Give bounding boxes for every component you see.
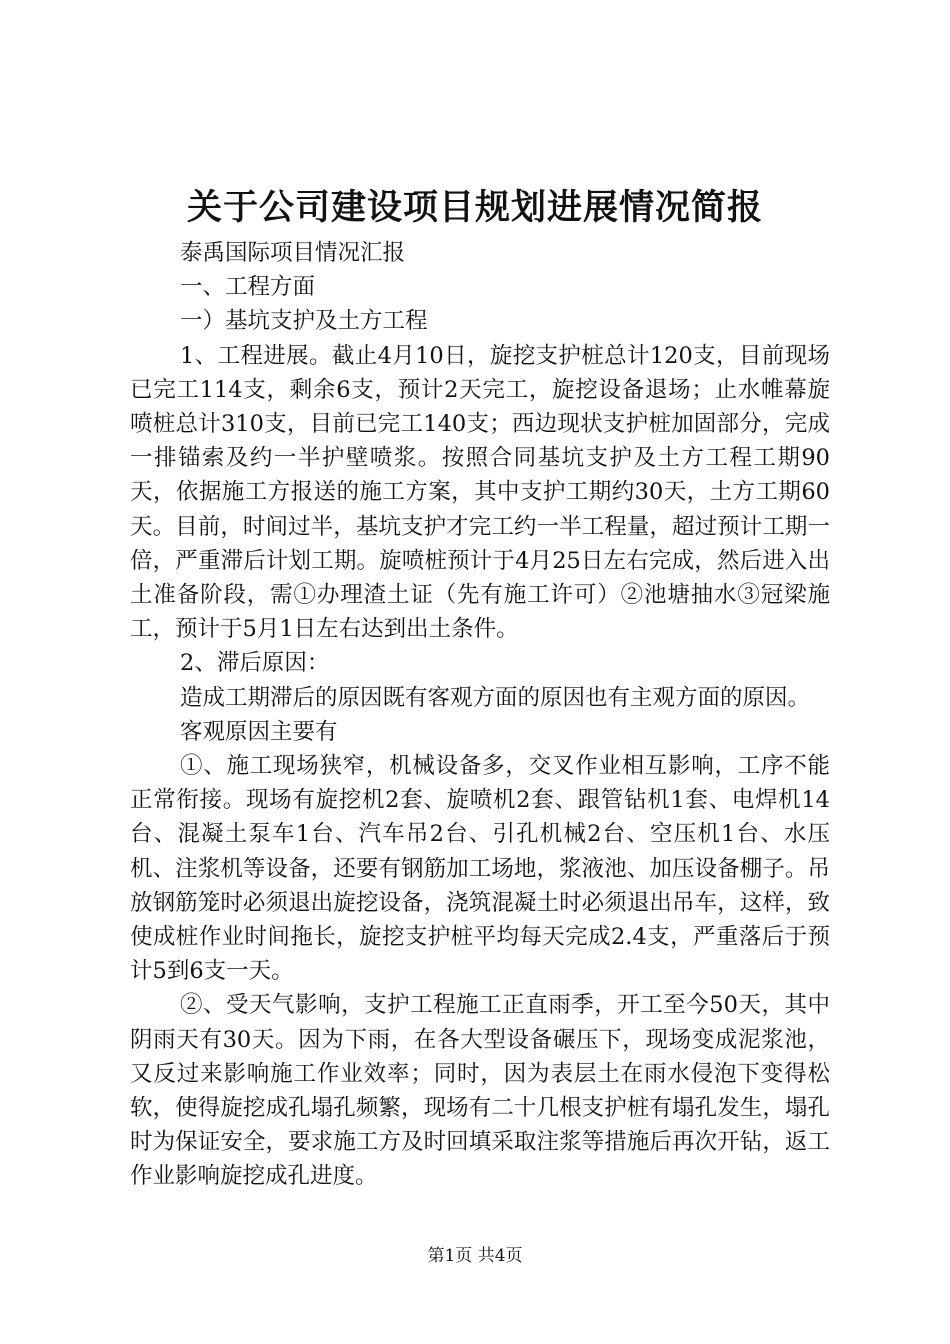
page-footer: 第1页 共4页 — [427, 1246, 523, 1266]
document-title: 关于公司建设项目规划进展情况简报 — [186, 187, 763, 228]
reason-one-paragraph: ①、施工现场狭窄，机械设备多，交叉作业相互影响，工序不能正常衔接。现场有旋挖机2套、旋喷机2套、跟管钻机1套、电焊机14台、混凝土泵车1台、汽车吊2台、引孔机械2台、空压机1台、水压机、注浆机等设备，还要有钢筋加工场地，浆液池、加压设备棚子。吊放钢筋笼时必须退出旋挖设备，浇筑混凝土时必须退出吊车，这样，致使成桩作业时间拖长，旋挖支护桩平均每天完成2.4支，严重落后于预计5到6支一天。 — [130, 753, 830, 985]
subsection-heading: 一）基坑支护及土方工程 — [180, 308, 428, 335]
reason-two-paragraph: ②、受天气影响，支护工程施工正直雨季，开工至今50天，其中阴雨天有30天。因为下雨，在各大型设备碾压下，现场变成泥浆池，又反过来影响施工作业效率；同时，因为表层土在雨水侵泡下变得松软，使得旋挖成孔塌孔频繁，现场有二十几根支护桩有塌孔发生，塌孔时为保证安全，要求施工方及时回填采取注浆等措施后再次开钻，返工作业影响旋挖成孔进度。 — [130, 992, 830, 1190]
delay-reasons-heading: 2、滞后原因： — [180, 650, 330, 677]
delay-reasons-paragraph: 造成工期滞后的原因既有客观方面的原因也有主观方面的原因。 — [180, 684, 811, 711]
objective-reasons-heading: 客观原因主要有 — [180, 718, 338, 745]
progress-paragraph: 1、工程进展。截止4月10日，旋挖支护桩总计120支，目前现场已完工114支，剩余6支，预计2天完工，旋挖设备退场；止水帷幕旋喷桩总计310支，目前已完工140支；西边现状支护桩加固部分，完成一排锚索及约一半护壁喷浆。按照合同基坑支护及土方工程工期90天，依据施工方报送的施工方案，其中支护工期约30天，土方工期60天。目前，时间过半，基坑支护才完工约一半工程量，超过预计工期一倍，严重滞后计划工期。旋喷桩预计于4月25日左右完成，然后进入出土准备阶段，需①办理渣土证（先有施工许可）②池塘抽水③冠梁施工，预计于5月1日左右达到出土条件。 — [130, 342, 830, 643]
section-heading: 一、工程方面 — [180, 274, 316, 301]
report-heading: 泰禹国际项目情况汇报 — [180, 240, 406, 266]
document-body — [130, 236, 830, 1194]
